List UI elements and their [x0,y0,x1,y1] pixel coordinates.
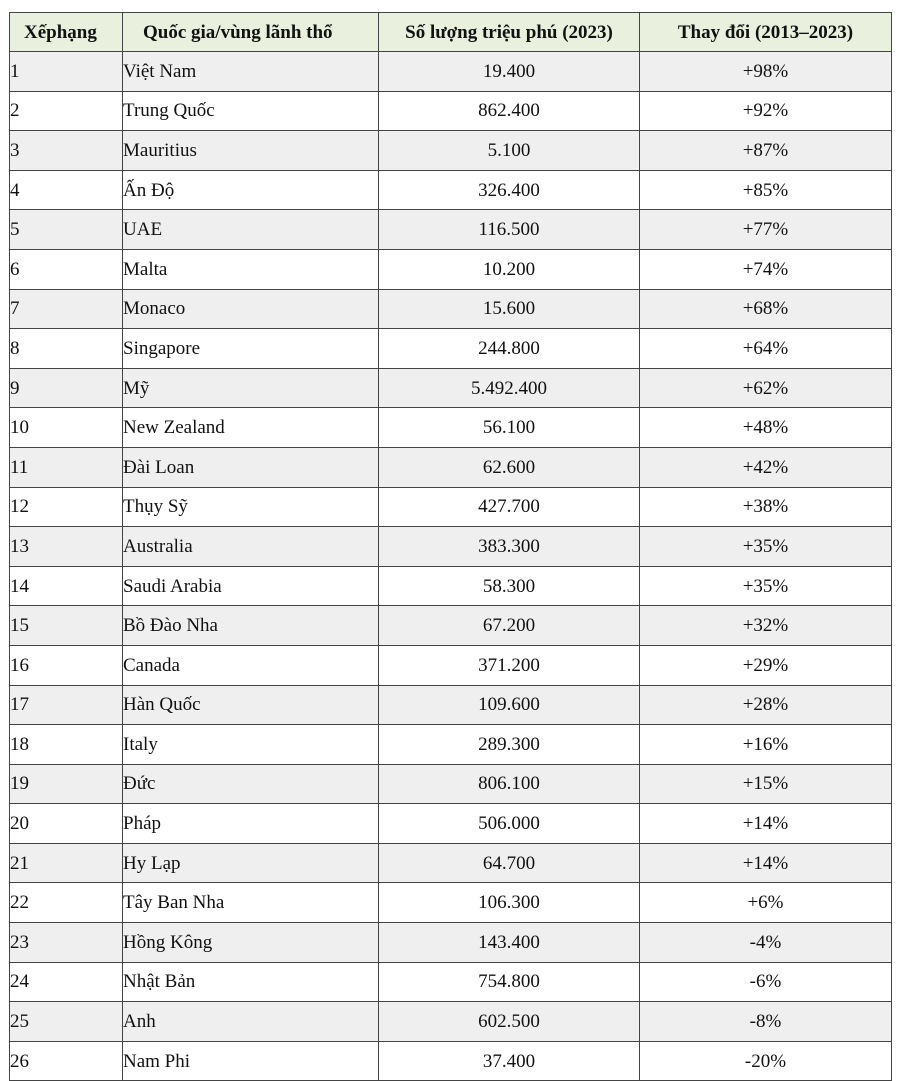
country-cell: Italy [123,725,379,765]
header-millionaire-count: Số lượng triệu phú (2023) [379,13,640,52]
change-cell: -4% [640,923,892,963]
table-row [10,289,892,329]
millionaire-count-cell: 289.300 [379,725,640,765]
table-row [10,566,892,606]
millionaire-count-cell: 143.400 [379,923,640,963]
table-row [10,1002,892,1042]
country-cell: Đài Loan [123,447,379,487]
table-row [10,1041,892,1081]
country-cell: Anh [123,1002,379,1042]
millionaire-count-cell: 806.100 [379,764,640,804]
millionaire-count-cell: 862.400 [379,91,640,131]
table-header [10,13,892,52]
header-country: Quốc gia/vùng lãnh thổ [123,13,379,52]
rank-cell: 22 [10,883,123,923]
country-cell: Canada [123,645,379,685]
country-cell: Monaco [123,289,379,329]
rank-cell: 18 [10,725,123,765]
rank-cell: 25 [10,1002,123,1042]
table-row [10,170,892,210]
country-cell: Ấn Độ [123,170,379,210]
header-row [10,13,892,52]
rank-cell: 19 [10,764,123,804]
millionaire-count-cell: 506.000 [379,804,640,844]
country-cell: Đức [123,764,379,804]
rank-cell: 7 [10,289,123,329]
rank-cell: 3 [10,131,123,171]
rank-cell: 4 [10,170,123,210]
table-row [10,447,892,487]
millionaire-count-cell: 602.500 [379,1002,640,1042]
country-cell: Thụy Sỹ [123,487,379,527]
change-cell: -6% [640,962,892,1002]
country-cell: Malta [123,249,379,289]
millionaire-count-cell: 106.300 [379,883,640,923]
change-cell: +68% [640,289,892,329]
rank-cell: 23 [10,923,123,963]
rank-cell: 26 [10,1041,123,1081]
country-cell: Singapore [123,329,379,369]
table-row [10,408,892,448]
change-cell: +14% [640,804,892,844]
country-cell: Mauritius [123,131,379,171]
change-cell: +14% [640,843,892,883]
rank-cell: 1 [10,52,123,92]
change-cell: +15% [640,764,892,804]
change-cell: +35% [640,527,892,567]
millionaire-count-cell: 58.300 [379,566,640,606]
table-row [10,329,892,369]
table-row [10,131,892,171]
millionaire-count-cell: 109.600 [379,685,640,725]
change-cell: +85% [640,170,892,210]
rank-cell: 10 [10,408,123,448]
country-cell: Hồng Kông [123,923,379,963]
table-body [10,52,892,1081]
change-cell: +77% [640,210,892,250]
rank-cell: 16 [10,645,123,685]
table-row [10,91,892,131]
country-cell: Hàn Quốc [123,685,379,725]
country-cell: New Zealand [123,408,379,448]
millionaire-count-cell: 19.400 [379,52,640,92]
millionaire-count-cell: 326.400 [379,170,640,210]
country-cell: UAE [123,210,379,250]
millionaire-count-cell: 383.300 [379,527,640,567]
millionaire-count-cell: 10.200 [379,249,640,289]
rank-cell: 2 [10,91,123,131]
change-cell: +35% [640,566,892,606]
millionaire-count-cell: 67.200 [379,606,640,646]
table-row [10,764,892,804]
table-row [10,685,892,725]
rank-cell: 5 [10,210,123,250]
table-row [10,883,892,923]
millionaire-count-cell: 62.600 [379,447,640,487]
rank-cell: 6 [10,249,123,289]
millionaire-count-cell: 15.600 [379,289,640,329]
millionaire-count-cell: 37.400 [379,1041,640,1081]
country-cell: Saudi Arabia [123,566,379,606]
table-row [10,843,892,883]
millionaire-count-cell: 5.492.400 [379,368,640,408]
country-cell: Việt Nam [123,52,379,92]
rank-cell: 14 [10,566,123,606]
millionaire-count-cell: 116.500 [379,210,640,250]
change-cell: +38% [640,487,892,527]
change-cell: +29% [640,645,892,685]
change-cell: +92% [640,91,892,131]
country-cell: Australia [123,527,379,567]
change-cell: -8% [640,1002,892,1042]
change-cell: +74% [640,249,892,289]
table-row [10,645,892,685]
change-cell: +48% [640,408,892,448]
rank-cell: 21 [10,843,123,883]
table-row [10,923,892,963]
rank-cell: 8 [10,329,123,369]
millionaire-count-cell: 244.800 [379,329,640,369]
country-cell: Mỹ [123,368,379,408]
millionaire-count-cell: 56.100 [379,408,640,448]
millionaire-count-cell: 5.100 [379,131,640,171]
change-cell: +98% [640,52,892,92]
rank-cell: 9 [10,368,123,408]
millionaire-growth-table [9,12,892,1081]
rank-cell: 20 [10,804,123,844]
header-rank: Xếphạng [10,13,123,52]
change-cell: +87% [640,131,892,171]
rank-cell: 17 [10,685,123,725]
country-cell: Bồ Đào Nha [123,606,379,646]
country-cell: Nam Phi [123,1041,379,1081]
change-cell: +64% [640,329,892,369]
change-cell: +42% [640,447,892,487]
change-cell: +16% [640,725,892,765]
rank-cell: 12 [10,487,123,527]
country-cell: Hy Lạp [123,843,379,883]
change-cell: +32% [640,606,892,646]
change-cell: +6% [640,883,892,923]
table-row [10,249,892,289]
millionaire-count-cell: 427.700 [379,487,640,527]
table-row [10,52,892,92]
country-cell: Nhật Bản [123,962,379,1002]
table-row [10,210,892,250]
country-cell: Trung Quốc [123,91,379,131]
table-row [10,527,892,567]
country-cell: Pháp [123,804,379,844]
millionaire-count-cell: 754.800 [379,962,640,1002]
table-row [10,804,892,844]
table-row [10,606,892,646]
table-row [10,368,892,408]
country-cell: Tây Ban Nha [123,883,379,923]
table-row [10,725,892,765]
millionaire-count-cell: 64.700 [379,843,640,883]
change-cell: +28% [640,685,892,725]
rank-cell: 11 [10,447,123,487]
table-row [10,487,892,527]
rank-cell: 24 [10,962,123,1002]
header-change: Thay đổi (2013–2023) [640,13,892,52]
rank-cell: 15 [10,606,123,646]
millionaire-count-cell: 371.200 [379,645,640,685]
change-cell: -20% [640,1041,892,1081]
rank-cell: 13 [10,527,123,567]
table-row [10,962,892,1002]
change-cell: +62% [640,368,892,408]
